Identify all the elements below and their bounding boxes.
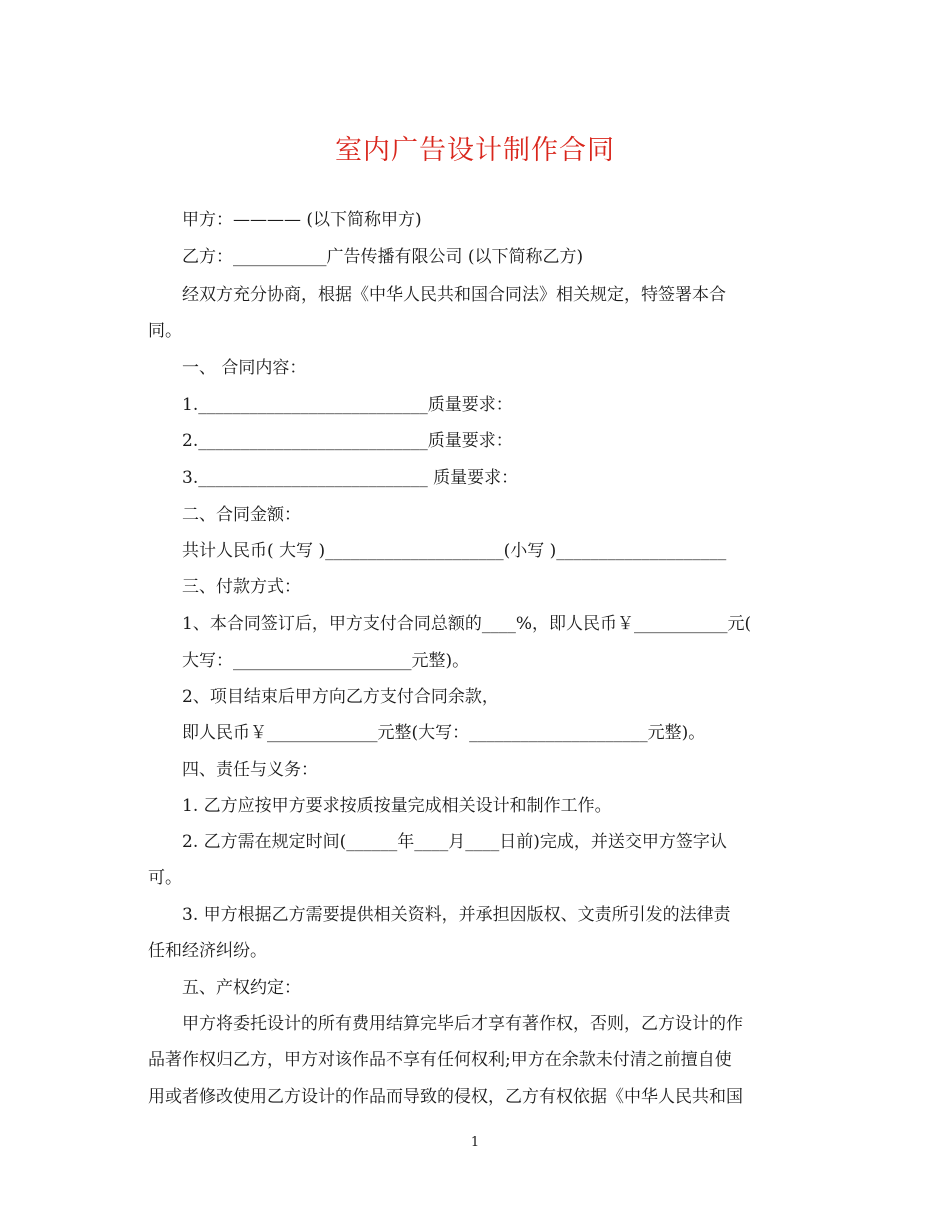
duty-item-3: 3. 甲方根据乙方需要提供相关资料，并承担因版权、文责所引发的法律责 <box>182 905 731 925</box>
duty-item-2-cont: 可。 <box>148 868 182 888</box>
payment-line-3: 2、项目结束后甲方向乙方支付合同余款， <box>182 687 499 707</box>
content-item-2: 2.___________________________质量要求： <box>182 431 513 451</box>
party-a-line: 甲方：———— (以下简称甲方) <box>182 210 422 230</box>
amount-line: 共计人民币( 大写 )_____________________(小写 )____________________ <box>182 541 727 561</box>
preamble-line-2: 同。 <box>148 321 182 341</box>
ip-paragraph-line-2: 品著作权归乙方，甲方对该作品不享有任何权利;甲方在余款未付清之前擅自使 <box>148 1050 732 1070</box>
section-1-heading: 一、 合同内容： <box>182 358 307 378</box>
content-item-1: 1.___________________________质量要求： <box>182 395 513 415</box>
section-4-heading: 四、责任与义务： <box>182 760 318 780</box>
duty-item-1: 1. 乙方应按甲方要求按质按量完成相关设计和制作工作。 <box>182 796 612 816</box>
ip-paragraph-line-3: 用或者修改使用乙方设计的作品而导致的侵权，乙方有权依据《中华人民共和国 <box>148 1087 743 1107</box>
payment-line-4: 即人民币￥_____________元整(大写：_____________________元整)。 <box>182 723 706 743</box>
payment-line-2: 大写：_____________________元整)。 <box>182 651 470 671</box>
ip-paragraph-line-1: 甲方将委托设计的所有费用结算完毕后才享有著作权，否则，乙方设计的作 <box>182 1014 743 1034</box>
duty-item-2: 2. 乙方需在规定时间(______年____月____日前)完成，并送交甲方签字认 <box>182 832 727 852</box>
duty-item-3-cont: 任和经济纠纷。 <box>148 941 267 961</box>
content-item-3: 3.___________________________ 质量要求： <box>182 468 519 488</box>
document-title: 室内广告设计制作合同 <box>335 135 615 166</box>
section-3-heading: 三、付款方式： <box>182 577 301 597</box>
section-2-heading: 二、合同金额： <box>182 505 301 525</box>
payment-line-1: 1、本合同签订后，甲方支付合同总额的____%，即人民币￥___________元( <box>182 614 752 634</box>
preamble-line-1: 经双方充分协商，根据《中华人民共和国合同法》相关规定，特签署本合 <box>182 285 726 305</box>
party-b-line: 乙方：___________广告传播有限公司 (以下简称乙方) <box>182 247 584 267</box>
section-5-heading: 五、产权约定： <box>182 978 301 998</box>
page-number: 1 <box>470 1135 480 1150</box>
